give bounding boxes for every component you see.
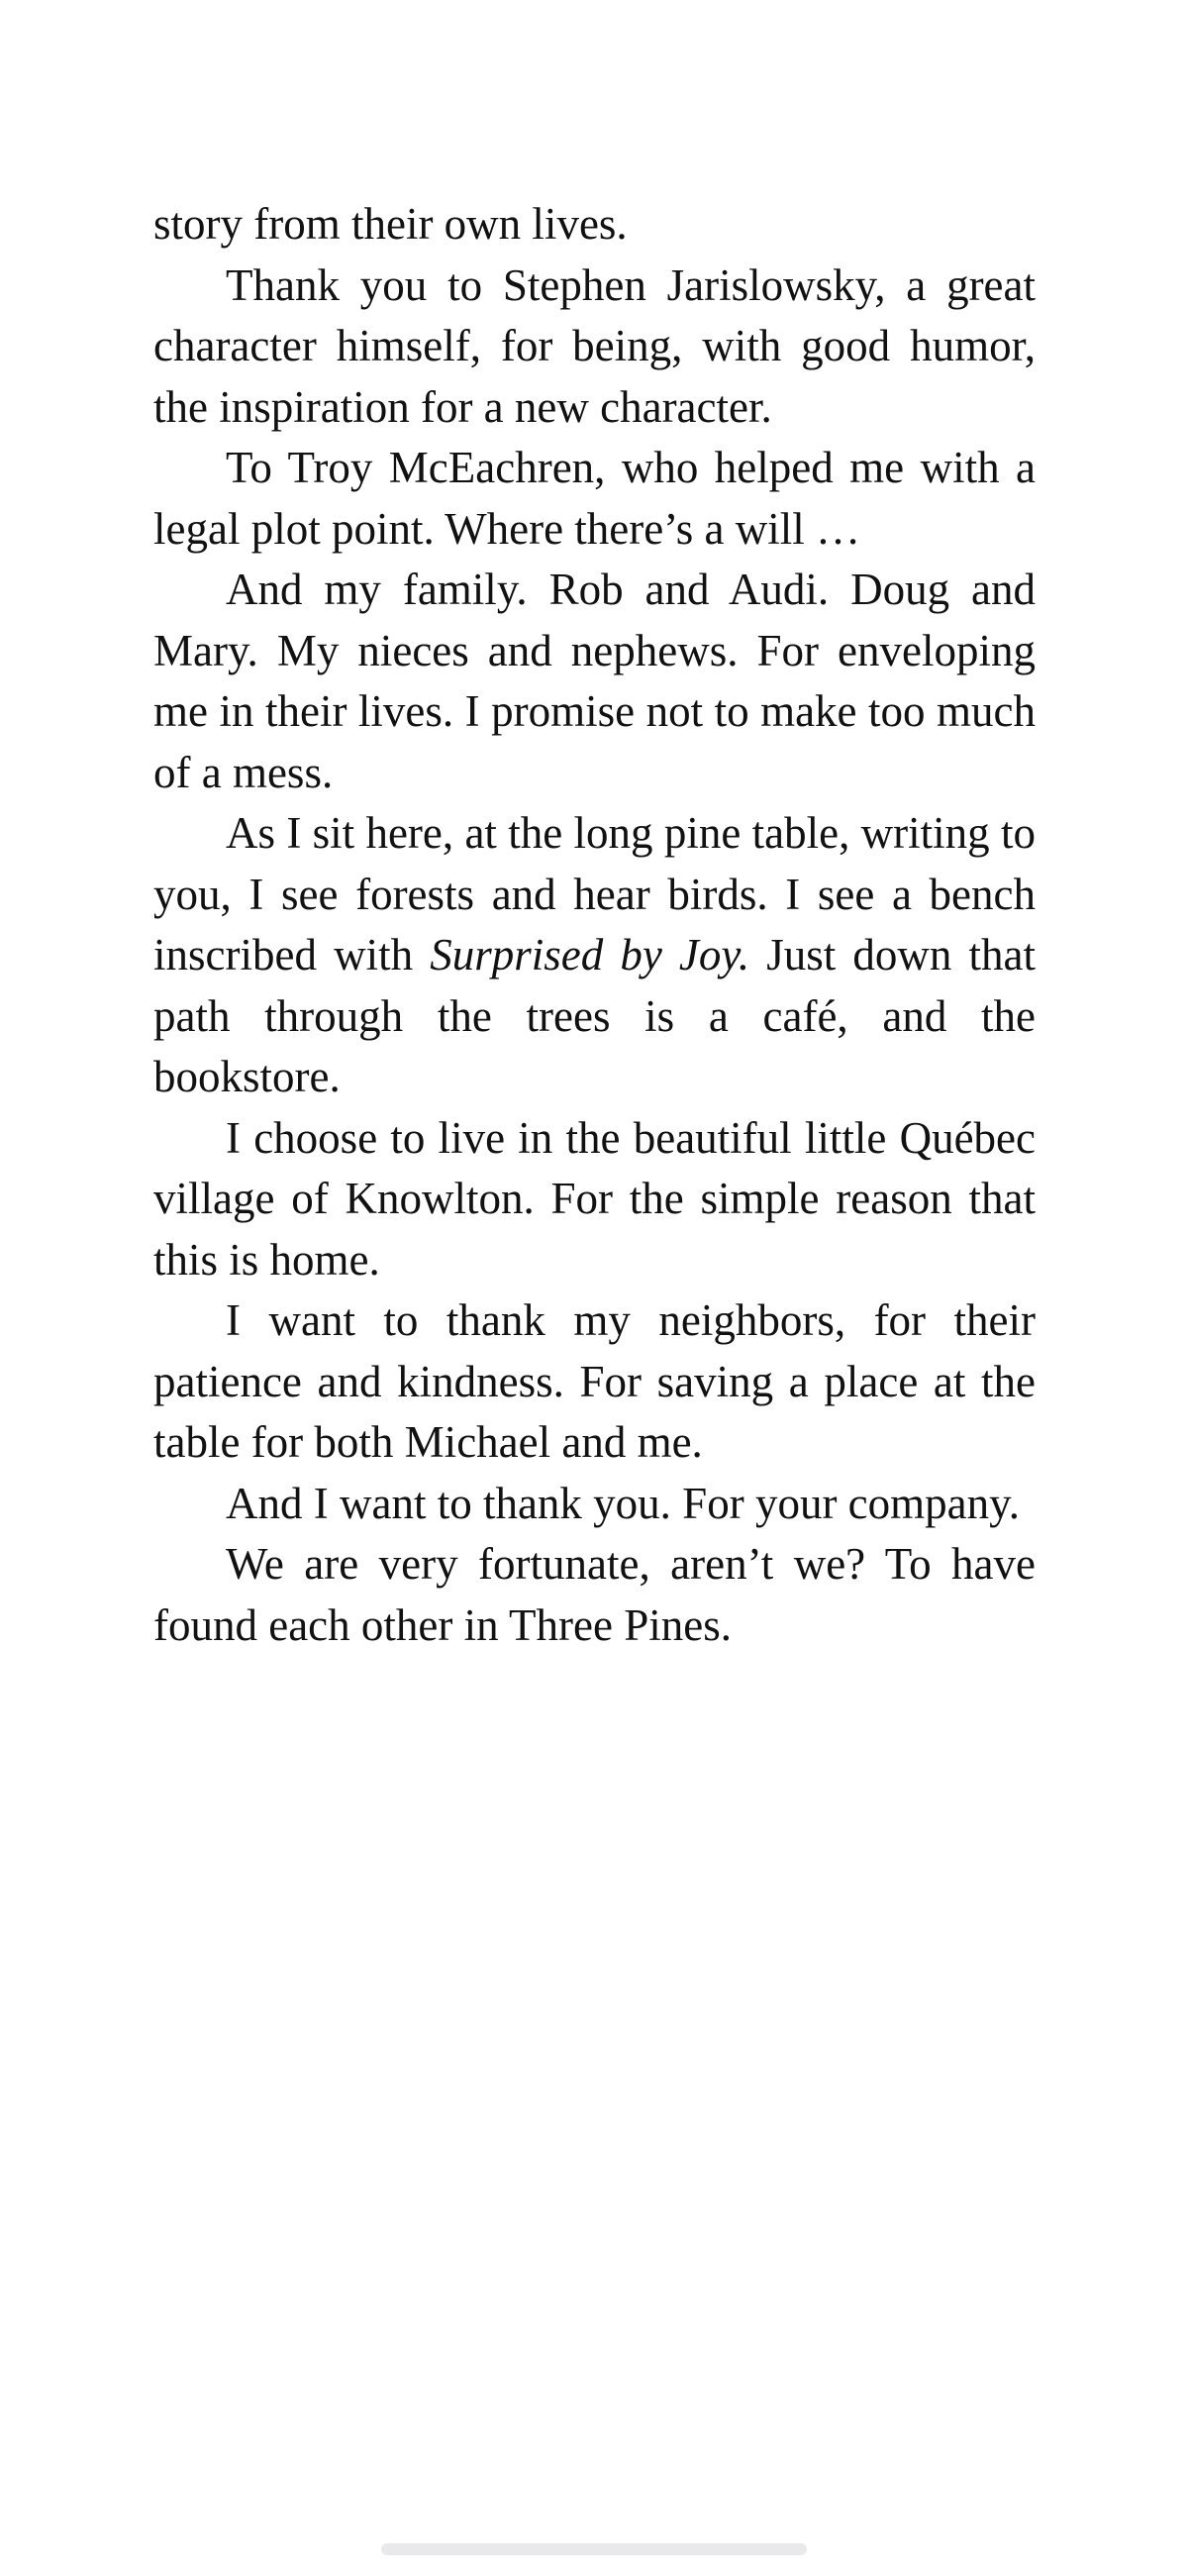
paragraph-three-pines: We are very fortunate, aren’t we? To have found each other in Three Pines. (153, 1539, 1036, 1650)
book-page-text (153, 194, 1036, 1656)
paragraph-pine-table (153, 803, 1036, 1108)
paragraph-jarislowsky: Thank you to Stephen Jarislowsky, a great character himself, for being, with good humor, the inspiration for a new character. (153, 259, 1036, 432)
paragraph-text-segment: As I sit here, at the long pine table, writing to you, I see forests and hear birds. I see a bench inscribed with (153, 808, 1036, 979)
paragraph-neighbors: I want to thank my neighbors, for their patience and kindness. For saving a place at the table for both Michael and me. (153, 1295, 1036, 1467)
paragraph-continued: story from their own lives. (153, 199, 628, 249)
home-indicator-bar[interactable] (381, 2543, 807, 2555)
paragraph-family: And my family. Rob and Audi. Doug and Mary. My nieces and nephews. For enveloping me in their lives. I promise not to make too much of a mess. (153, 565, 1036, 797)
paragraph-thank-you: And I want to thank you. For your company. (226, 1478, 1020, 1528)
paragraph-mceachren: To Troy McEachren, who helped me with a legal plot point. Where there’s a will … (153, 443, 1036, 554)
italic-title-surprised-by-joy: Surprised by Joy. (430, 930, 750, 979)
paragraph-knowlton: I choose to live in the beautiful little Québec village of Knowlton. For the simple reason that this is home. (153, 1112, 1036, 1285)
paragraph-text-segment: Just down that path through the trees is a café, and the bookstore. (153, 930, 1036, 1101)
